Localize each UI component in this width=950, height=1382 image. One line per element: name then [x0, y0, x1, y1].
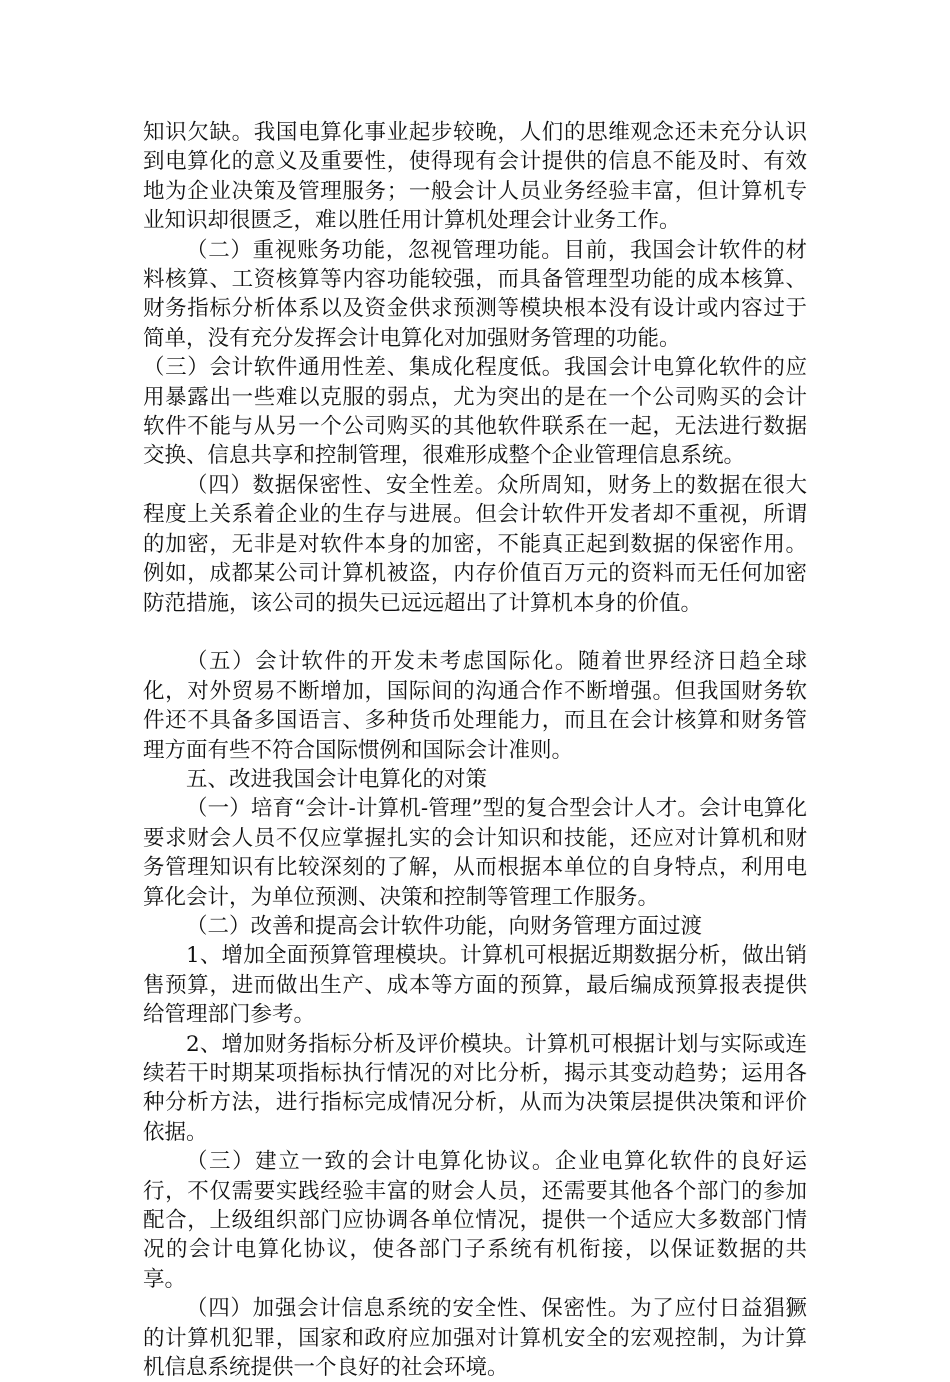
section-heading-countermeasures: 五、改进我国会计电算化的对策 [186, 766, 488, 792]
paragraph-unified-protocol: （三）建立一致的会计电算化协议。企业电算化软件的良好运行，不仅需要实践经验丰富的财会人员，还需要其他各个部门的参加配合，上级组织部门应协调各单位情况，提供一个适应大多数部门情况的会计电算化协议，使各部门子系统有机衔接，以保证数据的共享。 [143, 1149, 807, 1292]
paragraph-budget-module: 1、增加全面预算管理模块。计算机可根据近期数据分析，做出销售预算，进而做出生产、成本等方面的预算，最后编成预算报表提供给管理部门参考。 [143, 943, 807, 1028]
paragraph-improve-software: （二）改善和提高会计软件功能，向财务管理方面过渡 [186, 913, 703, 939]
paragraph-software-integration: （三）会计软件通用性差、集成化程度低。我国会计电算化软件的应用暴露出一些难以克服的弱点，尤为突出的是在一个公司购买的会计软件不能与从另一个公司购买的其他软件联系在一起，无法进行数据交换、信息共享和控制管理，很难形成整个企业管理信息系统。 [143, 355, 807, 469]
paragraph-indicator-module: 2、增加财务指标分析及评价模块。计算机可根据计划与实际或连续若干时期某项指标执行情况的对比分析，揭示其变动趋势；运用各种分析方法，进行指标完成情况分析，从而为决策层提供决策和评价依据。 [143, 1031, 807, 1145]
paragraph-data-security: （四）数据保密性、安全性差。众所周知，财务上的数据在很大程度上关系着企业的生存与进展。但会计软件开发者却不重视，所谓的加密，无非是对软件本身的加密，不能真正起到数据的保密作用。例如，成都某公司计算机被盗，内存价值百万元的资料而无任何加密防范措施，该公司的损失已远远超出了计算机本身的价值。 [143, 472, 807, 616]
paragraph-talent-cultivation: （一）培育“会计-计算机-管理”型的复合型会计人才。会计电算化要求财会人员不仅应掌握扎实的会计知识和技能，还应对计算机和财务管理知识有比较深刻的了解，从而根据本单位的自身特点，利用电算化会计，为单位预测、决策和控制等管理工作服务。 [143, 796, 807, 910]
paragraph-security-strengthening: （四）加强会计信息系统的安全性、保密性。为了应付日益猖獗的计算机犯罪，国家和政府应加强对计算机安全的宏观控制，为计算机信息系统提供一个良好的社会环境。 [143, 1296, 807, 1381]
paragraph-ledger-vs-management: （二）重视账务功能，忽视管理功能。目前，我国会计软件的材料核算、工资核算等内容功能较强，而具备管理型功能的成本核算、财务指标分析体系以及资金供求预测等模块根本没有设计或内容过于简单，没有充分发挥会计电算化对加强财务管理的功能。 [143, 237, 807, 351]
paragraph-knowledge-gap: 知识欠缺。我国电算化事业起步较晚，人们的思维观念还未充分认识到电算化的意义及重要性，使得现有会计提供的信息不能及时、有效地为企业决策及管理服务；一般会计人员业务经验丰富，但计算机专业知识却很匮乏，难以胜任用计算机处理会计业务工作。 [143, 120, 807, 234]
document-page [143, 118, 807, 1382]
paragraph-internationalization: （五）会计软件的开发未考虑国际化。随着世界经济日趋全球化，对外贸易不断增加，国际间的沟通合作不断增强。但我国财务软件还不具备多国语言、多种货币处理能力，而且在会计核算和财务管理方面有些不符合国际惯例和国际会计准则。 [143, 649, 807, 763]
